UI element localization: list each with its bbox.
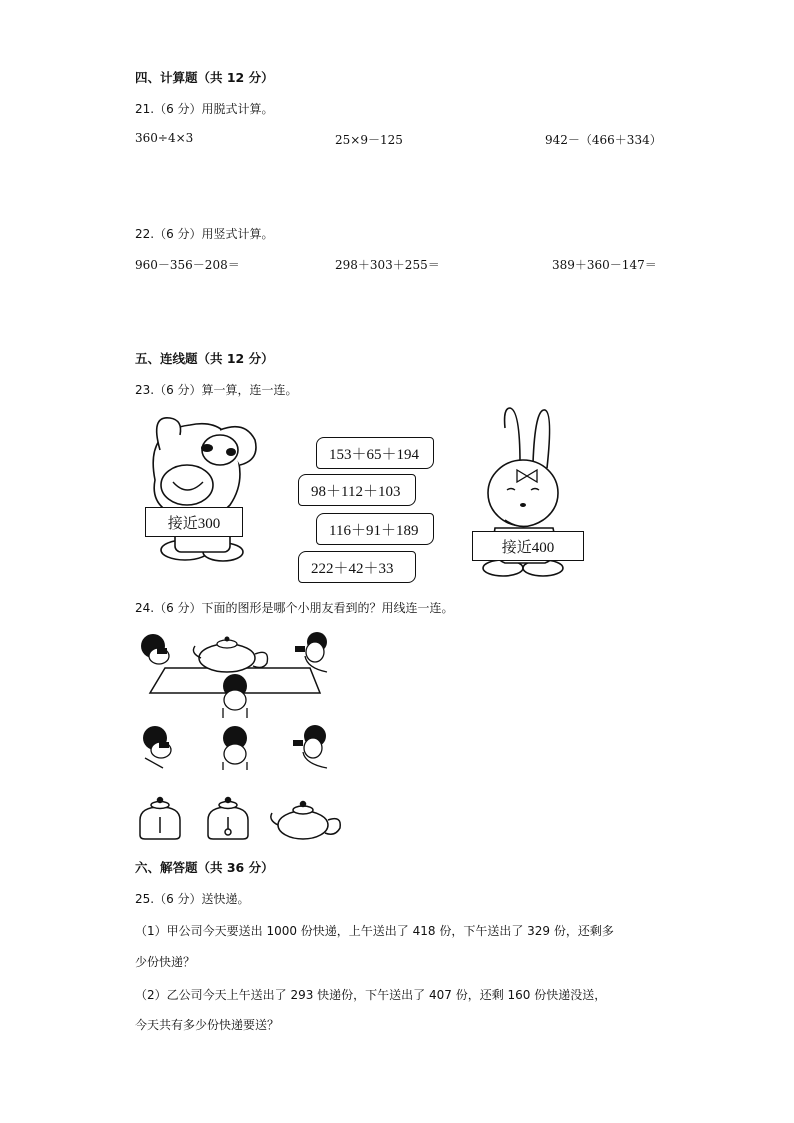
question-21-label: 21.（6 分）用脱式计算。 xyxy=(135,102,274,116)
question-24-label: 24.（6 分）下面的图形是哪个小朋友看到的？用线连一连。 xyxy=(135,601,454,615)
question-22-label: 22.（6 分）用竖式计算。 xyxy=(135,227,274,241)
q25-part2-line1: （2）乙公司今天上午送出了 293 快递份，下午送出了 407 份，还剩 160 份快递没送， xyxy=(135,988,607,1002)
kids-row-illustration xyxy=(135,722,335,772)
kid-back-icon xyxy=(223,726,247,770)
q21-expr-2: 25×9－125 xyxy=(335,133,403,147)
question-25-label: 25.（6 分）送快递。 xyxy=(135,892,250,906)
q25-part1-line2: 少份快递？ xyxy=(135,955,196,969)
teapot-icon xyxy=(193,637,267,673)
teapot-view-1-icon xyxy=(140,798,180,840)
sign-near-400: 接近400 xyxy=(472,531,584,561)
dog-illustration xyxy=(135,410,265,570)
q25-part1-line1: （1）甲公司今天要送出 1000 份快递，上午送出了 418 份，下午送出了 329 份，还剩多 xyxy=(135,924,614,938)
q22-expr-2: 298＋303＋255＝ xyxy=(335,258,440,272)
expr-box-4: 222＋42＋33 xyxy=(298,551,416,583)
teapot-view-2-icon xyxy=(208,798,248,840)
section-4-title: 四、计算题（共 12 分） xyxy=(135,70,274,85)
kid-right-icon xyxy=(295,632,327,672)
question-23-label: 23.（6 分）算一算，连一连。 xyxy=(135,383,298,397)
section-6-title: 六、解答题（共 36 分） xyxy=(135,860,274,875)
table-scene-illustration xyxy=(135,628,335,720)
section-5-title: 五、连线题（共 12 分） xyxy=(135,351,274,366)
q21-expr-1: 360÷4×3 xyxy=(135,131,194,145)
expr-box-2: 98＋112＋103 xyxy=(298,474,416,506)
sign-near-300: 接近300 xyxy=(145,507,243,537)
q25-part2-line2: 今天共有多少份快递要送？ xyxy=(135,1018,280,1032)
expr-box-3: 116＋91＋189 xyxy=(316,513,434,545)
kid-side-right-icon xyxy=(293,725,327,768)
kid-side-left-icon xyxy=(143,726,171,768)
teapot-views-illustration xyxy=(135,795,345,843)
kid-front-icon xyxy=(223,674,247,718)
q22-expr-1: 960－356－208＝ xyxy=(135,258,240,272)
q21-expr-3: 942－（466＋334） xyxy=(545,133,662,147)
q22-expr-3: 389＋360－147＝ xyxy=(552,258,657,272)
kid-left-icon xyxy=(141,634,169,664)
expr-box-1: 153＋65＋194 xyxy=(316,437,434,469)
teapot-view-3-icon xyxy=(271,802,340,840)
